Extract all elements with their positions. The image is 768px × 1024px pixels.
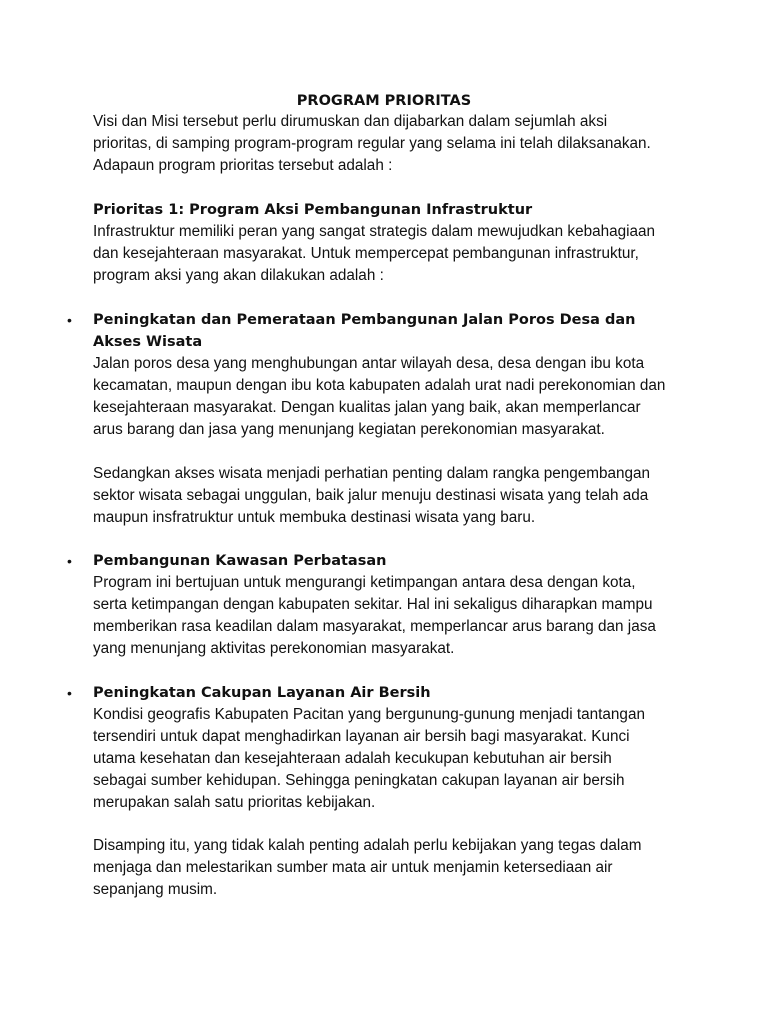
item-heading-border-area [93,550,693,572]
item-line: Jalan poros desa yang menghubungan antar wilayah desa, desa dengan ibu kota [93,355,645,372]
item-line: kesejahteraan masyarakat. Dengan kualitas jalan yang baik, akan memperlancar [93,399,641,416]
bullet-icon: • [67,685,72,701]
priority-line: Infrastruktur memiliki peran yang sangat strategis dalam mewujudkan kebahagiaan [93,223,656,240]
item-line: memberikan rasa keadilan dalam masyarakat, memperlancar arus barang dan jasa [93,618,656,635]
bullet-icon: • [67,312,72,328]
intro-line: Adapaun program prioritas tersebut adalah : [93,157,393,174]
item-heading-line: Peningkatan Cakupan Layanan Air Bersih [93,685,431,701]
item-heading-road-access [93,309,693,353]
item-line: menjaga dan melestarikan sumber mata air untuk menjamin ketersediaan air [93,859,613,876]
item-line: sepanjang musim. [93,881,218,898]
item-line: maupun insfratruktur untuk membuka destinasi wisata yang baru. [93,509,536,526]
item-line: Sedangkan akses wisata menjadi perhatian penting dalam rangka pengembangan [93,465,651,482]
priority-line: dan kesejahteraan masyarakat. Untuk mempercepat pembangunan infrastruktur, [93,245,639,262]
item-line: Program ini bertujuan untuk mengurangi ketimpangan antara desa dengan kota, [93,574,636,591]
item-line: Disamping itu, yang tidak kalah penting adalah perlu kebijakan yang tegas dalam [93,837,642,854]
item-heading-line: Pembangunan Kawasan Perbatasan [93,553,387,569]
item-line: sektor wisata sebagai unggulan, baik jalur menuju destinasi wisata yang telah ada [93,487,649,504]
item-heading-line: Akses Wisata [93,334,203,350]
priority-line: program aksi yang akan dilakukan adalah : [93,267,384,284]
item-heading-clean-water [93,682,693,704]
bullet-icon: • [67,553,72,569]
item-line: yang menunjang aktivitas perekonomian masyarakat. [93,640,455,657]
document-title: PROGRAM PRIORITAS [296,93,472,109]
item-line: kecamatan, maupun dengan ibu kota kabupaten adalah urat nadi perekonomian dan [93,377,666,394]
priority-paragraph [93,221,693,287]
item-line: tersendiri untuk dapat menghadirkan layanan air bersih bagi masyarakat. Kunci [93,728,630,745]
priority-heading: Prioritas 1: Program Aksi Pembangunan Infrastruktur [93,202,533,218]
item-paragraph [93,463,693,529]
item-paragraph [93,572,693,660]
item-line: utama kesehatan dan kesejahteraan adalah kecukupan kebutuhan air bersih [93,750,612,767]
item-paragraph [93,704,693,814]
item-paragraph [93,835,693,901]
item-line: sebagai sumber kehidupan. Sehingga peningkatan cakupan layanan air bersih [93,772,625,789]
intro-paragraph [93,111,693,177]
item-heading-line: Peningkatan dan Pemerataan Pembangunan Jalan Poros Desa dan [93,312,636,328]
item-line: arus barang dan jasa yang menunjang kegiatan perekonomian masyarakat. [93,421,605,438]
intro-line: prioritas, di samping program-program regular yang selama ini telah dilaksanakan. [93,135,651,152]
item-paragraph [93,353,693,441]
intro-line: Visi dan Misi tersebut perlu dirumuskan dan dijabarkan dalam sejumlah aksi [93,113,608,130]
item-line: Kondisi geografis Kabupaten Pacitan yang bergunung-gunung menjadi tantangan [93,706,645,723]
item-line: merupakan salah satu prioritas kebijakan. [93,794,376,811]
item-line: serta ketimpangan dengan kabupaten sekitar. Hal ini sekaligus diharapkan mampu [93,596,653,613]
